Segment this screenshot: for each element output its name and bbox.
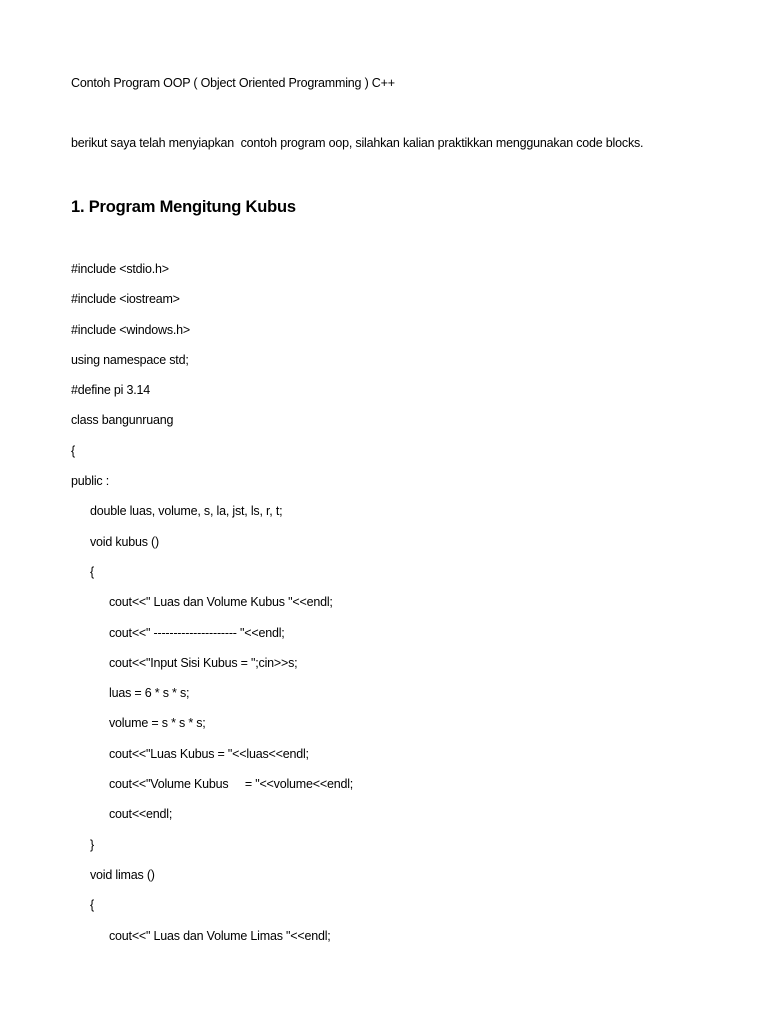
- code-line: void kubus (): [90, 534, 159, 549]
- code-line: cout<<" --------------------- "<<endl;: [109, 625, 285, 640]
- code-line: cout<<"Input Sisi Kubus = ";cin>>s;: [109, 655, 298, 670]
- code-line: volume = s * s * s;: [109, 716, 206, 731]
- code-line: cout<<"Luas Kubus = "<<luas<<endl;: [109, 746, 309, 761]
- code-listing: [71, 261, 353, 958]
- code-line: #include <stdio.h>: [71, 262, 169, 276]
- code-line: {: [71, 443, 75, 458]
- code-line: cout<<" Luas dan Volume Limas "<<endl;: [109, 928, 331, 943]
- code-line: cout<<"Volume Kubus = "<<volume<<endl;: [109, 777, 354, 792]
- code-line: public :: [71, 474, 110, 489]
- code-line: {: [90, 564, 94, 579]
- code-line: {: [90, 898, 94, 913]
- code-line: cout<<" Luas dan Volume Kubus "<<endl;: [109, 595, 333, 610]
- code-line: #include <iostream>: [71, 292, 180, 307]
- document-title: Contoh Program OOP ( Object Oriented Programming ) C++: [71, 76, 395, 90]
- code-line: }: [90, 837, 94, 852]
- code-line: #define pi 3.14: [71, 383, 151, 398]
- code-line: double luas, volume, s, la, jst, ls, r, t;: [90, 504, 283, 519]
- code-line: void limas (): [90, 867, 155, 882]
- code-line: using namespace std;: [71, 352, 189, 367]
- code-line: cout<<endl;: [109, 807, 173, 822]
- code-line: class bangunruang: [71, 413, 174, 428]
- code-line: luas = 6 * s * s;: [109, 686, 190, 701]
- code-line: #include <windows.h>: [71, 322, 190, 337]
- intro-paragraph: berikut saya telah menyiapkan contoh program oop, silahkan kalian praktikkan menggunakan code blocks.: [71, 136, 644, 150]
- section-heading: 1. Program Mengitung Kubus: [71, 198, 296, 216]
